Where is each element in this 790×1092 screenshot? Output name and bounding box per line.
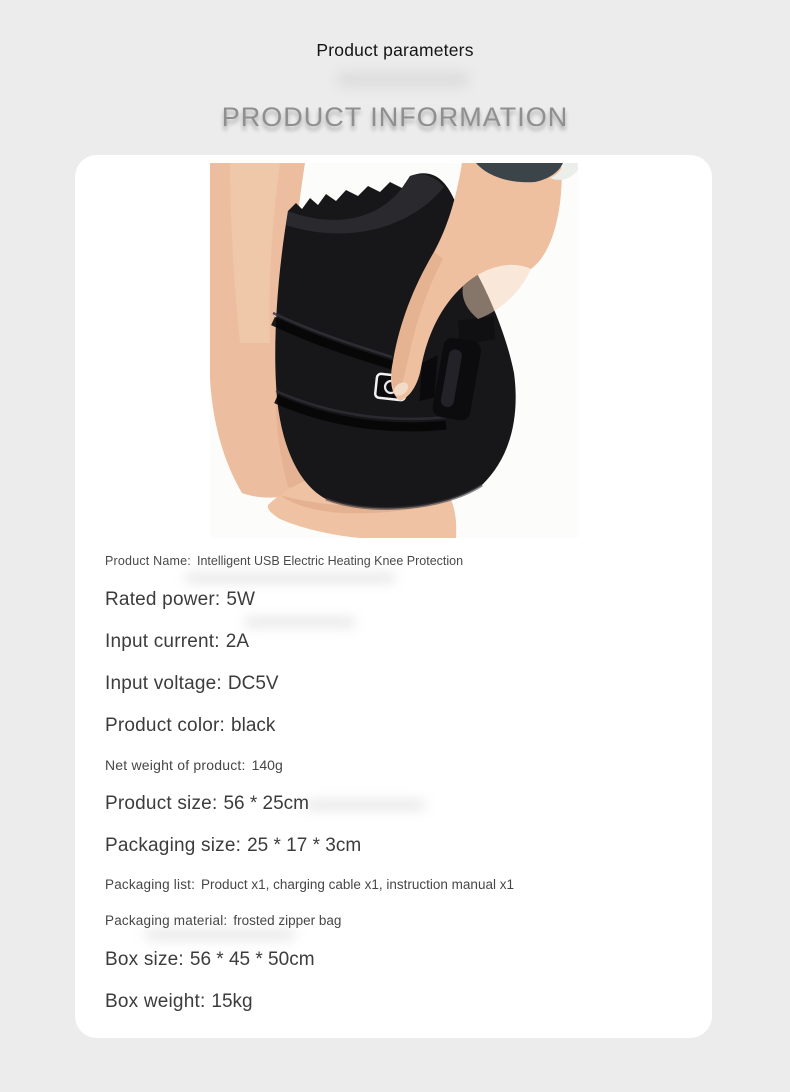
spec-value: DC5V <box>227 673 279 694</box>
spec-label: Net weight of product: <box>105 757 246 773</box>
spec-value: frosted zipper bag <box>233 913 342 928</box>
spec-label: Packaging list: <box>105 877 196 892</box>
spec-value: 56 * 25cm <box>223 793 309 814</box>
spec-value: black <box>231 715 276 736</box>
spec-row-net-weight <box>105 756 686 774</box>
ghost-smudge <box>338 72 468 87</box>
spec-value: 56 * 45 * 50cm <box>189 949 315 970</box>
spec-value: 25 * 17 * 3cm <box>247 835 362 856</box>
spec-label: Product color: <box>105 715 226 736</box>
spec-label: Rated power: <box>105 589 221 610</box>
spec-label: Packaging size: <box>105 835 242 856</box>
spec-label: Packaging material: <box>105 913 228 928</box>
spec-label: Input current: <box>105 631 220 652</box>
page-title: Product parameters <box>316 40 474 60</box>
spec-value: 2A <box>225 631 249 652</box>
spec-row-input-voltage <box>105 672 686 696</box>
spec-value: 140g <box>251 757 283 773</box>
spec-row-box-size <box>105 948 686 972</box>
product-photo <box>210 163 578 538</box>
spec-row-input-current <box>105 630 686 654</box>
spec-row-rated-power <box>105 588 686 612</box>
spec-label: Product size: <box>105 793 218 814</box>
spec-row-product-name <box>105 552 686 570</box>
knee-brace-illustration <box>210 163 578 538</box>
section-heading: PRODUCT INFORMATION <box>221 102 569 132</box>
spec-label: Box size: <box>105 949 184 970</box>
spec-list <box>105 552 686 1014</box>
spec-value: Product x1, charging cable x1, instruction manual x1 <box>201 877 514 892</box>
spec-value: 5W <box>226 589 255 610</box>
spec-row-box-weight <box>105 990 686 1014</box>
spec-row-packaging-size <box>105 834 686 858</box>
product-card <box>75 155 712 1038</box>
spec-label: Product Name: <box>105 554 191 568</box>
spec-value: 15kg <box>211 991 253 1012</box>
spec-row-packaging-material <box>105 912 686 930</box>
spec-value: Intelligent USB Electric Heating Knee Protection <box>196 554 464 568</box>
spec-row-product-size <box>105 792 686 816</box>
spec-label: Box weight: <box>105 991 206 1012</box>
spec-row-packaging-list <box>105 876 686 894</box>
spec-label: Input voltage: <box>105 673 222 694</box>
spec-row-product-color <box>105 714 686 738</box>
